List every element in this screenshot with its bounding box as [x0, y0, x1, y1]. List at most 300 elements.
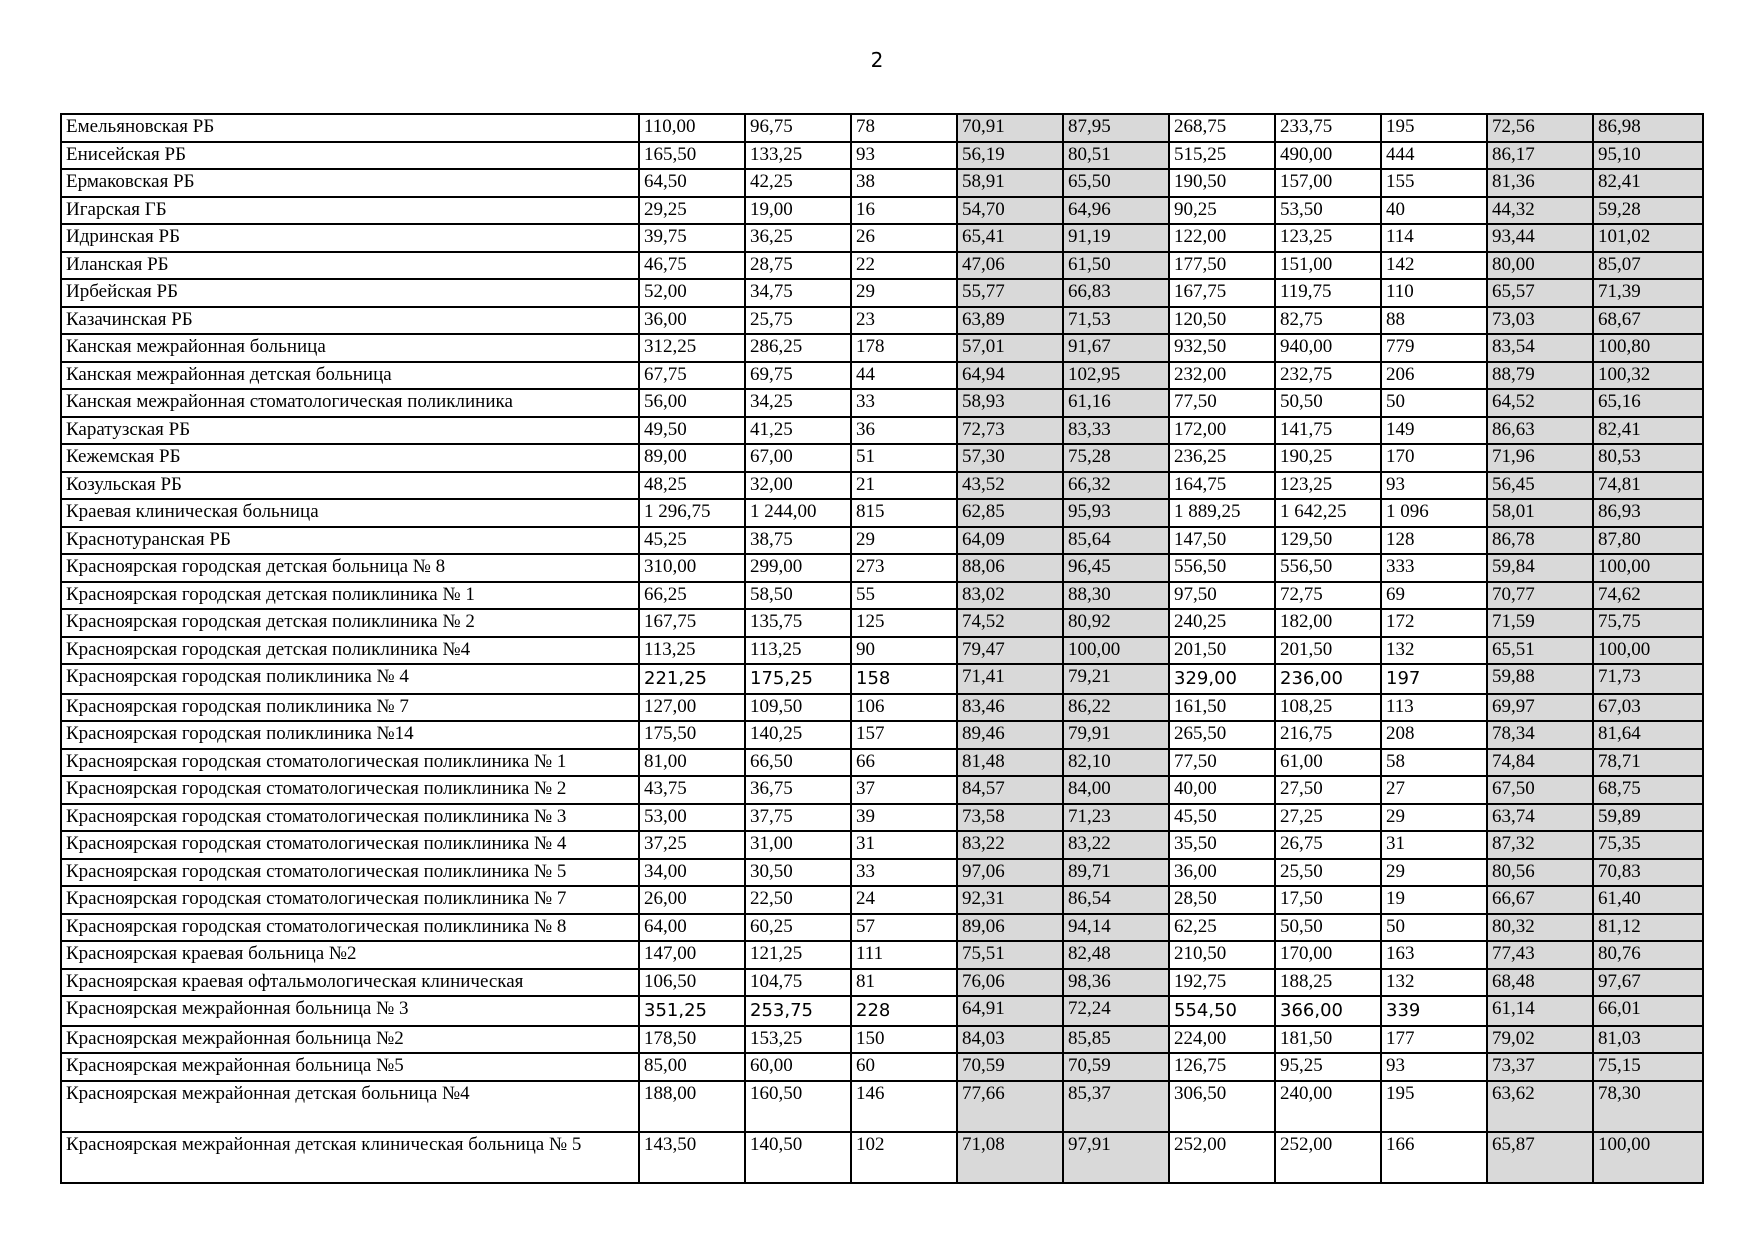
value-cell-col-3: 93	[851, 142, 957, 170]
value-cell-col-5: 85,64	[1063, 527, 1169, 555]
value-cell-col-9: 73,37	[1487, 1053, 1593, 1081]
value-cell-col-1: 113,25	[639, 637, 745, 665]
value-cell-col-5: 86,54	[1063, 886, 1169, 914]
value-cell-col-4: 65,41	[957, 224, 1063, 252]
table-row	[61, 444, 1703, 472]
value-cell-col-2: 34,75	[745, 279, 851, 307]
institution-name-cell: Красноярская межрайонная больница №5	[61, 1053, 639, 1081]
value-cell-col-4: 64,09	[957, 527, 1063, 555]
value-cell-col-10: 71,39	[1593, 279, 1703, 307]
value-cell-col-4: 92,31	[957, 886, 1063, 914]
table-row	[61, 721, 1703, 749]
table-row	[61, 417, 1703, 445]
value-cell-col-8: 779	[1381, 334, 1487, 362]
value-cell-col-1: 127,00	[639, 694, 745, 722]
value-cell-col-10: 81,12	[1593, 914, 1703, 942]
value-cell-col-7: 233,75	[1275, 114, 1381, 142]
value-cell-col-7: 119,75	[1275, 279, 1381, 307]
value-cell-col-6: 306,50	[1169, 1081, 1275, 1132]
value-cell-col-10: 86,98	[1593, 114, 1703, 142]
value-cell-col-6: 120,50	[1169, 307, 1275, 335]
value-cell-col-8: 170	[1381, 444, 1487, 472]
value-cell-col-3: 36	[851, 417, 957, 445]
value-cell-col-5: 70,59	[1063, 1053, 1169, 1081]
value-cell-col-5: 61,16	[1063, 389, 1169, 417]
institution-name-cell: Красноярская городская стоматологическая поликлиника № 8	[61, 914, 639, 942]
value-cell-col-5: 82,10	[1063, 749, 1169, 777]
value-cell-col-7: 50,50	[1275, 914, 1381, 942]
value-cell-col-7: 182,00	[1275, 609, 1381, 637]
value-cell-col-9: 79,02	[1487, 1026, 1593, 1054]
value-cell-col-3: 158	[851, 664, 957, 694]
institution-name-cell: Красноярская городская поликлиника № 4	[61, 664, 639, 694]
value-cell-col-9: 86,78	[1487, 527, 1593, 555]
value-cell-col-1: 43,75	[639, 776, 745, 804]
value-cell-col-2: 133,25	[745, 142, 851, 170]
value-cell-col-8: 69	[1381, 582, 1487, 610]
value-cell-col-3: 44	[851, 362, 957, 390]
value-cell-col-3: 157	[851, 721, 957, 749]
value-cell-col-4: 63,89	[957, 307, 1063, 335]
value-cell-col-9: 87,32	[1487, 831, 1593, 859]
value-cell-col-1: 37,25	[639, 831, 745, 859]
institution-name-cell: Красноярская городская детская поликлиника № 2	[61, 609, 639, 637]
value-cell-col-10: 68,75	[1593, 776, 1703, 804]
value-cell-col-6: 177,50	[1169, 252, 1275, 280]
value-cell-col-5: 96,45	[1063, 554, 1169, 582]
value-cell-col-9: 64,52	[1487, 389, 1593, 417]
value-cell-col-7: 366,00	[1275, 996, 1381, 1026]
value-cell-col-9: 77,43	[1487, 941, 1593, 969]
value-cell-col-3: 38	[851, 169, 957, 197]
value-cell-col-7: 129,50	[1275, 527, 1381, 555]
value-cell-col-8: 177	[1381, 1026, 1487, 1054]
table-row	[61, 694, 1703, 722]
institution-name-cell: Красноярская городская стоматологическая поликлиника № 3	[61, 804, 639, 832]
value-cell-col-9: 73,03	[1487, 307, 1593, 335]
institution-name-cell: Красноярская межрайонная больница № 3	[61, 996, 639, 1026]
value-cell-col-4: 79,47	[957, 637, 1063, 665]
value-cell-col-9: 71,96	[1487, 444, 1593, 472]
value-cell-col-1: 48,25	[639, 472, 745, 500]
value-cell-col-10: 100,00	[1593, 554, 1703, 582]
value-cell-col-1: 178,50	[639, 1026, 745, 1054]
institution-name-cell: Красноярская краевая офтальмологическая клиническая	[61, 969, 639, 997]
institution-name-cell: Красноярская межрайонная детская клиническая больница № 5	[61, 1132, 639, 1183]
table-row	[61, 362, 1703, 390]
value-cell-col-8: 195	[1381, 114, 1487, 142]
value-cell-col-6: 1 889,25	[1169, 499, 1275, 527]
value-cell-col-6: 210,50	[1169, 941, 1275, 969]
value-cell-col-3: 31	[851, 831, 957, 859]
value-cell-col-3: 102	[851, 1132, 957, 1183]
value-cell-col-2: 175,25	[745, 664, 851, 694]
value-cell-col-4: 71,08	[957, 1132, 1063, 1183]
value-cell-col-3: 23	[851, 307, 957, 335]
value-cell-col-7: 95,25	[1275, 1053, 1381, 1081]
value-cell-col-1: 67,75	[639, 362, 745, 390]
institution-name-cell: Красноярская городская стоматологическая поликлиника № 5	[61, 859, 639, 887]
value-cell-col-7: 157,00	[1275, 169, 1381, 197]
value-cell-col-6: 265,50	[1169, 721, 1275, 749]
value-cell-col-9: 58,01	[1487, 499, 1593, 527]
value-cell-col-5: 80,51	[1063, 142, 1169, 170]
table-row	[61, 776, 1703, 804]
value-cell-col-8: 58	[1381, 749, 1487, 777]
value-cell-col-4: 76,06	[957, 969, 1063, 997]
value-cell-col-8: 19	[1381, 886, 1487, 914]
institution-name-cell: Кежемская РБ	[61, 444, 639, 472]
institution-name-cell: Канская межрайонная больница	[61, 334, 639, 362]
value-cell-col-10: 82,41	[1593, 417, 1703, 445]
institution-name-cell: Каратузская РБ	[61, 417, 639, 445]
value-cell-col-4: 83,46	[957, 694, 1063, 722]
value-cell-col-6: 147,50	[1169, 527, 1275, 555]
value-cell-col-5: 86,22	[1063, 694, 1169, 722]
value-cell-col-8: 208	[1381, 721, 1487, 749]
value-cell-col-10: 65,16	[1593, 389, 1703, 417]
value-cell-col-4: 57,30	[957, 444, 1063, 472]
value-cell-col-1: 85,00	[639, 1053, 745, 1081]
value-cell-col-2: 28,75	[745, 252, 851, 280]
value-cell-col-4: 70,91	[957, 114, 1063, 142]
value-cell-col-9: 78,34	[1487, 721, 1593, 749]
value-cell-col-8: 142	[1381, 252, 1487, 280]
value-cell-col-7: 61,00	[1275, 749, 1381, 777]
value-cell-col-7: 236,00	[1275, 664, 1381, 694]
table-row	[61, 279, 1703, 307]
value-cell-col-3: 78	[851, 114, 957, 142]
institution-name-cell: Канская межрайонная стоматологическая поликлиника	[61, 389, 639, 417]
institution-name-cell: Красноярская городская стоматологическая поликлиника № 7	[61, 886, 639, 914]
value-cell-col-8: 444	[1381, 142, 1487, 170]
value-cell-col-9: 61,14	[1487, 996, 1593, 1026]
value-cell-col-10: 101,02	[1593, 224, 1703, 252]
value-cell-col-2: 22,50	[745, 886, 851, 914]
value-cell-col-1: 36,00	[639, 307, 745, 335]
value-cell-col-8: 110	[1381, 279, 1487, 307]
value-cell-col-8: 132	[1381, 637, 1487, 665]
value-cell-col-7: 181,50	[1275, 1026, 1381, 1054]
value-cell-col-6: 77,50	[1169, 389, 1275, 417]
table-row	[61, 1053, 1703, 1081]
value-cell-col-7: 556,50	[1275, 554, 1381, 582]
value-cell-col-4: 84,57	[957, 776, 1063, 804]
value-cell-col-2: 109,50	[745, 694, 851, 722]
value-cell-col-3: 55	[851, 582, 957, 610]
value-cell-col-6: 236,25	[1169, 444, 1275, 472]
value-cell-col-4: 81,48	[957, 749, 1063, 777]
value-cell-col-9: 80,56	[1487, 859, 1593, 887]
institution-name-cell: Енисейская РБ	[61, 142, 639, 170]
value-cell-col-2: 36,75	[745, 776, 851, 804]
value-cell-col-1: 46,75	[639, 252, 745, 280]
value-cell-col-5: 102,95	[1063, 362, 1169, 390]
value-cell-col-5: 71,23	[1063, 804, 1169, 832]
value-cell-col-7: 940,00	[1275, 334, 1381, 362]
value-cell-col-8: 333	[1381, 554, 1487, 582]
value-cell-col-2: 19,00	[745, 197, 851, 225]
institution-name-cell: Красноярская городская стоматологическая поликлиника № 1	[61, 749, 639, 777]
value-cell-col-2: 34,25	[745, 389, 851, 417]
value-cell-col-8: 339	[1381, 996, 1487, 1026]
table-row	[61, 859, 1703, 887]
value-cell-col-2: 25,75	[745, 307, 851, 335]
value-cell-col-1: 106,50	[639, 969, 745, 997]
value-cell-col-1: 56,00	[639, 389, 745, 417]
value-cell-col-4: 74,52	[957, 609, 1063, 637]
value-cell-col-9: 65,51	[1487, 637, 1593, 665]
value-cell-col-6: 192,75	[1169, 969, 1275, 997]
value-cell-col-7: 123,25	[1275, 224, 1381, 252]
value-cell-col-4: 43,52	[957, 472, 1063, 500]
value-cell-col-2: 60,25	[745, 914, 851, 942]
value-cell-col-6: 122,00	[1169, 224, 1275, 252]
value-cell-col-9: 44,32	[1487, 197, 1593, 225]
value-cell-col-1: 167,75	[639, 609, 745, 637]
value-cell-col-2: 60,00	[745, 1053, 851, 1081]
value-cell-col-5: 66,32	[1063, 472, 1169, 500]
value-cell-col-3: 815	[851, 499, 957, 527]
value-cell-col-5: 82,48	[1063, 941, 1169, 969]
value-cell-col-2: 113,25	[745, 637, 851, 665]
table-row	[61, 831, 1703, 859]
value-cell-col-2: 140,50	[745, 1132, 851, 1183]
table-row	[61, 527, 1703, 555]
table-row	[61, 804, 1703, 832]
value-cell-col-5: 66,83	[1063, 279, 1169, 307]
value-cell-col-9: 74,84	[1487, 749, 1593, 777]
value-cell-col-4: 83,02	[957, 582, 1063, 610]
value-cell-col-1: 175,50	[639, 721, 745, 749]
value-cell-col-9: 93,44	[1487, 224, 1593, 252]
value-cell-col-3: 22	[851, 252, 957, 280]
value-cell-col-2: 253,75	[745, 996, 851, 1026]
institution-name-cell: Игарская ГБ	[61, 197, 639, 225]
value-cell-col-4: 88,06	[957, 554, 1063, 582]
value-cell-col-2: 286,25	[745, 334, 851, 362]
value-cell-col-3: 37	[851, 776, 957, 804]
value-cell-col-7: 53,50	[1275, 197, 1381, 225]
value-cell-col-1: 89,00	[639, 444, 745, 472]
value-cell-col-8: 113	[1381, 694, 1487, 722]
institution-name-cell: Красноярская городская детская поликлиника №4	[61, 637, 639, 665]
value-cell-col-9: 71,59	[1487, 609, 1593, 637]
table-row	[61, 197, 1703, 225]
value-cell-col-1: 351,25	[639, 996, 745, 1026]
value-cell-col-1: 34,00	[639, 859, 745, 887]
value-cell-col-2: 1 244,00	[745, 499, 851, 527]
table-row	[61, 914, 1703, 942]
value-cell-col-4: 97,06	[957, 859, 1063, 887]
value-cell-col-5: 83,22	[1063, 831, 1169, 859]
value-cell-col-6: 28,50	[1169, 886, 1275, 914]
value-cell-col-2: 299,00	[745, 554, 851, 582]
value-cell-col-10: 71,73	[1593, 664, 1703, 694]
value-cell-col-8: 27	[1381, 776, 1487, 804]
value-cell-col-1: 49,50	[639, 417, 745, 445]
value-cell-col-8: 93	[1381, 472, 1487, 500]
institution-name-cell: Красноярская краевая больница №2	[61, 941, 639, 969]
value-cell-col-4: 64,94	[957, 362, 1063, 390]
value-cell-col-9: 59,84	[1487, 554, 1593, 582]
value-cell-col-7: 82,75	[1275, 307, 1381, 335]
value-cell-col-6: 126,75	[1169, 1053, 1275, 1081]
institution-name-cell: Ирбейская РБ	[61, 279, 639, 307]
value-cell-col-4: 54,70	[957, 197, 1063, 225]
value-cell-col-10: 81,64	[1593, 721, 1703, 749]
hospital-statistics-table	[60, 113, 1704, 1184]
value-cell-col-4: 77,66	[957, 1081, 1063, 1132]
value-cell-col-1: 26,00	[639, 886, 745, 914]
table-row	[61, 969, 1703, 997]
value-cell-col-8: 195	[1381, 1081, 1487, 1132]
value-cell-col-4: 73,58	[957, 804, 1063, 832]
value-cell-col-5: 87,95	[1063, 114, 1169, 142]
table-row	[61, 252, 1703, 280]
value-cell-col-2: 96,75	[745, 114, 851, 142]
value-cell-col-4: 62,85	[957, 499, 1063, 527]
value-cell-col-6: 232,00	[1169, 362, 1275, 390]
value-cell-col-6: 36,00	[1169, 859, 1275, 887]
value-cell-col-3: 24	[851, 886, 957, 914]
value-cell-col-5: 85,37	[1063, 1081, 1169, 1132]
table-row	[61, 941, 1703, 969]
value-cell-col-2: 135,75	[745, 609, 851, 637]
value-cell-col-1: 53,00	[639, 804, 745, 832]
value-cell-col-4: 89,06	[957, 914, 1063, 942]
institution-name-cell: Красноярская городская детская поликлиника № 1	[61, 582, 639, 610]
value-cell-col-3: 150	[851, 1026, 957, 1054]
value-cell-col-10: 59,28	[1593, 197, 1703, 225]
value-cell-col-6: 164,75	[1169, 472, 1275, 500]
value-cell-col-3: 228	[851, 996, 957, 1026]
value-cell-col-6: 515,25	[1169, 142, 1275, 170]
value-cell-col-6: 224,00	[1169, 1026, 1275, 1054]
institution-name-cell: Красноярская городская детская больница № 8	[61, 554, 639, 582]
value-cell-col-3: 111	[851, 941, 957, 969]
value-cell-col-9: 63,62	[1487, 1081, 1593, 1132]
value-cell-col-1: 165,50	[639, 142, 745, 170]
table-row	[61, 996, 1703, 1026]
institution-name-cell: Козульская РБ	[61, 472, 639, 500]
value-cell-col-9: 69,97	[1487, 694, 1593, 722]
value-cell-col-9: 86,63	[1487, 417, 1593, 445]
value-cell-col-1: 39,75	[639, 224, 745, 252]
value-cell-col-2: 37,75	[745, 804, 851, 832]
value-cell-col-2: 69,75	[745, 362, 851, 390]
value-cell-col-4: 57,01	[957, 334, 1063, 362]
value-cell-col-4: 72,73	[957, 417, 1063, 445]
value-cell-col-3: 106	[851, 694, 957, 722]
value-cell-col-10: 86,93	[1593, 499, 1703, 527]
value-cell-col-10: 85,07	[1593, 252, 1703, 280]
value-cell-col-2: 38,75	[745, 527, 851, 555]
value-cell-col-3: 146	[851, 1081, 957, 1132]
value-cell-col-10: 100,00	[1593, 1132, 1703, 1183]
value-cell-col-4: 55,77	[957, 279, 1063, 307]
value-cell-col-9: 80,00	[1487, 252, 1593, 280]
value-cell-col-7: 72,75	[1275, 582, 1381, 610]
value-cell-col-2: 153,25	[745, 1026, 851, 1054]
value-cell-col-2: 32,00	[745, 472, 851, 500]
value-cell-col-5: 94,14	[1063, 914, 1169, 942]
value-cell-col-10: 97,67	[1593, 969, 1703, 997]
value-cell-col-3: 21	[851, 472, 957, 500]
value-cell-col-7: 252,00	[1275, 1132, 1381, 1183]
value-cell-col-8: 166	[1381, 1132, 1487, 1183]
value-cell-col-5: 95,93	[1063, 499, 1169, 527]
value-cell-col-8: 93	[1381, 1053, 1487, 1081]
value-cell-col-8: 172	[1381, 609, 1487, 637]
value-cell-col-8: 206	[1381, 362, 1487, 390]
value-cell-col-10: 75,15	[1593, 1053, 1703, 1081]
value-cell-col-6: 172,00	[1169, 417, 1275, 445]
value-cell-col-5: 61,50	[1063, 252, 1169, 280]
table-row	[61, 114, 1703, 142]
value-cell-col-6: 167,75	[1169, 279, 1275, 307]
value-cell-col-9: 66,67	[1487, 886, 1593, 914]
value-cell-col-1: 143,50	[639, 1132, 745, 1183]
value-cell-col-4: 83,22	[957, 831, 1063, 859]
value-cell-col-10: 78,30	[1593, 1081, 1703, 1132]
table-row	[61, 749, 1703, 777]
value-cell-col-3: 29	[851, 279, 957, 307]
value-cell-col-5: 84,00	[1063, 776, 1169, 804]
value-cell-col-6: 97,50	[1169, 582, 1275, 610]
value-cell-col-9: 80,32	[1487, 914, 1593, 942]
institution-name-cell: Краевая клиническая больница	[61, 499, 639, 527]
institution-name-cell: Идринская РБ	[61, 224, 639, 252]
value-cell-col-10: 61,40	[1593, 886, 1703, 914]
value-cell-col-7: 141,75	[1275, 417, 1381, 445]
value-cell-col-7: 25,50	[1275, 859, 1381, 887]
value-cell-col-4: 58,91	[957, 169, 1063, 197]
value-cell-col-3: 90	[851, 637, 957, 665]
value-cell-col-9: 70,77	[1487, 582, 1593, 610]
value-cell-col-7: 50,50	[1275, 389, 1381, 417]
value-cell-col-1: 64,00	[639, 914, 745, 942]
value-cell-col-5: 97,91	[1063, 1132, 1169, 1183]
value-cell-col-8: 50	[1381, 914, 1487, 942]
value-cell-col-5: 80,92	[1063, 609, 1169, 637]
value-cell-col-1: 45,25	[639, 527, 745, 555]
value-cell-col-9: 63,74	[1487, 804, 1593, 832]
table-row	[61, 886, 1703, 914]
value-cell-col-6: 35,50	[1169, 831, 1275, 859]
value-cell-col-9: 56,45	[1487, 472, 1593, 500]
value-cell-col-7: 188,25	[1275, 969, 1381, 997]
table-row	[61, 1081, 1703, 1132]
value-cell-col-5: 75,28	[1063, 444, 1169, 472]
value-cell-col-4: 71,41	[957, 664, 1063, 694]
value-cell-col-10: 66,01	[1593, 996, 1703, 1026]
value-cell-col-6: 201,50	[1169, 637, 1275, 665]
table-row	[61, 224, 1703, 252]
value-cell-col-2: 41,25	[745, 417, 851, 445]
table-row	[61, 389, 1703, 417]
value-cell-col-3: 33	[851, 859, 957, 887]
value-cell-col-6: 40,00	[1169, 776, 1275, 804]
value-cell-col-7: 27,25	[1275, 804, 1381, 832]
value-cell-col-1: 64,50	[639, 169, 745, 197]
value-cell-col-6: 77,50	[1169, 749, 1275, 777]
value-cell-col-7: 27,50	[1275, 776, 1381, 804]
value-cell-col-4: 70,59	[957, 1053, 1063, 1081]
value-cell-col-3: 273	[851, 554, 957, 582]
value-cell-col-8: 29	[1381, 859, 1487, 887]
institution-name-cell: Красноярская городская поликлиника № 7	[61, 694, 639, 722]
